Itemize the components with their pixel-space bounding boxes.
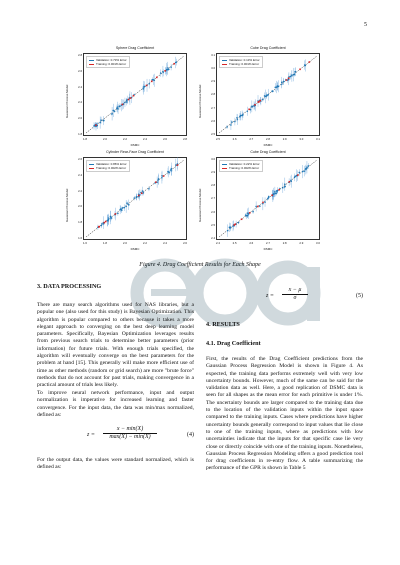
- legend-validation: Validation: 0.73% Error: [96, 58, 127, 62]
- training-point: [278, 189, 280, 191]
- validation-point: [126, 202, 128, 204]
- validation-point: [306, 167, 308, 169]
- training-point: [249, 212, 251, 214]
- y-tick-label: 2.4: [78, 172, 82, 177]
- y-tick-label: 2.8: [78, 53, 82, 57]
- validation-point: [262, 99, 264, 101]
- validation-point: [114, 110, 116, 112]
- validation-point: [284, 186, 286, 188]
- validation-point: [240, 115, 242, 117]
- panel-title: Sphere Drag Coefficient: [115, 46, 155, 50]
- x-tick-label: 1.8: [83, 137, 87, 141]
- validation-point: [268, 196, 270, 198]
- validation-point: [264, 95, 266, 97]
- y-tick-label: 2.7: [211, 105, 215, 110]
- panel-title: Cube Drag Coefficient: [250, 46, 286, 50]
- validation-point: [167, 171, 169, 173]
- paragraph: There are many search algorithms used for NAS libraries, but a popular one (also used for this study) is Bayesian Optimization. This algorithm is popular compared to others because it takes a more elegant approach to converging on the best deep learning model parameters. Specifically, Bayesian Optimization leverages results from previous search trials to determine better parameters (prior information) for future trials. With enough trials specified, the algorithm will eventually converge on the best parameters for the problem at hand [15]. This generally will make more efficient use of time as other methods (random or grid search) are more "brute force" methods that do not account for past trials, making convergence in a practical amount of trials less likely.: [37, 302, 194, 389]
- page-number: 5: [364, 22, 367, 28]
- x-tick-label: 2.4: [216, 241, 220, 245]
- validation-point: [277, 86, 279, 88]
- validation-point: [161, 175, 163, 177]
- y-tick-label: 3.0: [211, 66, 215, 71]
- training-point: [254, 104, 256, 106]
- figure-panel: [64, 150, 194, 252]
- validation-point: [110, 216, 112, 218]
- y-axis-label: Gaussian Process Model: [198, 84, 202, 118]
- validation-point: [144, 86, 146, 88]
- x-tick-label: 2.0: [103, 137, 107, 141]
- validation-point: [229, 226, 231, 228]
- validation-point: [284, 183, 286, 185]
- validation-point: [170, 66, 172, 68]
- validation-point: [160, 72, 162, 74]
- validation-point: [238, 222, 240, 224]
- validation-point: [119, 106, 121, 108]
- x-tick-label: 2.9: [282, 137, 287, 141]
- validation-point: [142, 88, 144, 90]
- validation-point: [136, 196, 138, 198]
- x-tick-label: 2.4: [143, 137, 147, 141]
- validation-point: [294, 177, 296, 179]
- x-tick-label: 2.6: [232, 137, 237, 141]
- x-tick-label: 2.5: [216, 137, 220, 141]
- panel-title: Cylinder Rear-Face Drag Coefficient: [106, 150, 164, 154]
- y-tick-label: 2.8: [211, 92, 215, 97]
- panel-title: Cube Drag Coefficient: [250, 150, 286, 154]
- figure-panel: [197, 46, 327, 148]
- validation-point: [143, 192, 145, 194]
- validation-point: [158, 178, 160, 180]
- training-point: [288, 181, 290, 183]
- legend-training: Training: 0.001% Error: [229, 62, 260, 66]
- validation-point: [252, 211, 254, 213]
- x-tick-label: 2.9: [299, 241, 304, 245]
- y-ticks: [72, 53, 82, 136]
- y-tick-label: 1.8: [78, 220, 82, 225]
- validation-point: [123, 207, 125, 209]
- validation-point: [101, 223, 103, 225]
- validation-point: [274, 191, 276, 193]
- validation-point: [107, 220, 109, 222]
- training-point: [151, 81, 153, 83]
- validation-point: [99, 122, 101, 124]
- x-axis-label: DSMC: [263, 247, 273, 251]
- y-tick-label: 2.6: [78, 157, 82, 161]
- legend-validation: Validation: 0.13% Error: [229, 58, 260, 62]
- validation-point: [295, 71, 297, 73]
- validation-point: [246, 110, 248, 112]
- validation-point: [304, 64, 306, 66]
- validation-point: [230, 124, 232, 126]
- x-tick-label: 2.2: [143, 241, 147, 245]
- section-heading-results: 4. RESULTS: [206, 321, 240, 328]
- legend: [86, 56, 130, 68]
- x-tick-label: 1.8: [103, 241, 107, 245]
- validation-point: [148, 83, 150, 85]
- x-tick-label: 2.6: [163, 137, 167, 141]
- figure-caption: Figure 4. Drag Coefficient Results for Each Shape: [139, 262, 261, 268]
- training-point: [156, 77, 158, 79]
- validation-point: [142, 190, 144, 192]
- training-point: [95, 124, 97, 126]
- validation-point: [227, 230, 229, 232]
- training-point: [128, 99, 130, 101]
- validation-point: [259, 205, 261, 207]
- y-tick-label: 2.2: [78, 100, 82, 105]
- x-tick-label: 2.8: [266, 137, 270, 141]
- x-tick-label: 2.6: [183, 241, 187, 245]
- x-ticks: [216, 241, 320, 245]
- x-tick-label: 3.0: [299, 137, 304, 141]
- y-tick-label: 2.6: [211, 118, 215, 123]
- validation-point: [166, 69, 168, 71]
- training-point: [259, 100, 261, 102]
- validation-point: [122, 207, 124, 209]
- x-tick-label: 2.6: [249, 241, 254, 245]
- training-point: [141, 192, 143, 194]
- validation-point: [291, 75, 293, 77]
- validation-point: [294, 74, 296, 76]
- x-axis-label: DSMC: [130, 247, 140, 251]
- legend: [86, 160, 130, 172]
- y-tick-label: 2.4: [211, 235, 215, 240]
- training-point: [105, 221, 107, 223]
- validation-point: [275, 193, 277, 195]
- validation-point: [124, 102, 126, 104]
- validation-point: [236, 117, 238, 119]
- validation-point: [226, 126, 228, 128]
- subsection-heading-drag-coefficient: 4.1. Drag Coefficient: [206, 340, 261, 347]
- training-point: [164, 70, 166, 72]
- legend-validation: Validation: 0.22% Error: [229, 162, 260, 166]
- y-tick-label: 1.6: [78, 235, 82, 240]
- validation-point: [290, 76, 292, 78]
- validation-point: [246, 215, 248, 217]
- training-point: [257, 206, 259, 208]
- validation-point: [171, 168, 173, 170]
- validation-point: [103, 120, 105, 122]
- validation-point: [100, 225, 102, 227]
- training-point: [241, 218, 243, 220]
- training-point: [248, 109, 250, 111]
- x-tick-label: 2.4: [163, 241, 167, 245]
- training-point: [177, 164, 179, 166]
- training-point: [122, 104, 124, 106]
- validation-point: [128, 204, 130, 206]
- validation-point: [231, 121, 233, 123]
- legend-training: Training: 0.001% Error: [96, 62, 127, 66]
- validation-point: [303, 170, 305, 172]
- y-tick-label: 3.0: [211, 157, 215, 161]
- validation-point: [241, 115, 243, 117]
- validation-point: [255, 206, 257, 208]
- legend-training: Training: 0.002% Error: [96, 166, 127, 170]
- validation-point: [117, 108, 119, 110]
- validation-point: [111, 217, 113, 219]
- validation-point: [272, 90, 274, 92]
- x-tick-label: 2.7: [249, 137, 254, 141]
- validation-point: [153, 79, 155, 81]
- y-tick-label: 2.8: [211, 183, 215, 188]
- y-tick-label: 2.6: [211, 209, 215, 214]
- training-point: [146, 85, 148, 87]
- validation-point: [276, 190, 278, 192]
- validation-point: [125, 206, 127, 208]
- x-axis-label: DSMC: [130, 143, 140, 147]
- validation-point: [148, 188, 150, 190]
- x-tick-label: 2.0: [123, 241, 127, 245]
- x-tick-label: 3.0: [316, 241, 320, 245]
- x-tick-label: 1.6: [83, 241, 87, 245]
- training-point: [297, 174, 299, 176]
- validation-point: [298, 172, 300, 174]
- y-ticks: [205, 157, 215, 240]
- y-tick-label: 1.8: [78, 131, 82, 136]
- training-point: [271, 194, 273, 196]
- y-tick-label: 2.6: [78, 68, 82, 73]
- y-axis-label: Gaussian Process Model: [198, 188, 202, 222]
- validation-point: [266, 95, 268, 97]
- y-ticks: [72, 157, 82, 240]
- training-point: [98, 226, 100, 228]
- validation-point: [282, 187, 284, 189]
- validation-point: [121, 209, 123, 211]
- training-point: [114, 213, 116, 215]
- training-point: [234, 224, 236, 226]
- validation-point: [273, 193, 275, 195]
- training-point: [163, 175, 165, 177]
- legend-training: Training: 0.002% Error: [229, 166, 260, 170]
- paragraph: First, the results of the Drag Coefficient predictions from the Gaussian Process Regression Model is shown in Figure 4. As expected, the training data performs extremely well with very low uncertainty bounds. However, much of the same can be said for the validation data as well. Here, a good replication of DSMC data is seen for all shapes as the mean error for each primitive is under 1%. The uncertainty bounds are larger compared to the training data due to the location of the validation inputs within the input space compared to the training inputs. Cases where predictions have higher uncertainty bounds generally correspond to input values that lie close to one of the training inputs, where as predictions with low uncertainties indicate that the inputs for that specific case lie very close or directly coincide with one of the training inputs. Nonetheless, Gaussian Process Regression Modeling offers a good prediction tool for drag coefficients in re-entry flow. A table summarizing the performance of the GPR is shown in Table 5: [206, 356, 363, 472]
- validation-point: [156, 181, 158, 183]
- equation-5: z = x − μ σ (5): [266, 287, 363, 301]
- training-point: [155, 181, 157, 183]
- training-point: [299, 68, 301, 70]
- y-tick-label: 2.0: [78, 204, 82, 209]
- validation-point: [117, 213, 119, 215]
- svg-text:esa: esa: [125, 255, 127, 256]
- training-point: [138, 195, 140, 197]
- y-tick-label: 2.4: [78, 84, 82, 89]
- y-tick-label: 2.5: [211, 222, 215, 227]
- validation-point: [111, 113, 113, 115]
- validation-point: [302, 171, 304, 173]
- validation-point: [308, 165, 310, 167]
- validation-point: [119, 209, 121, 211]
- validation-point: [100, 119, 102, 121]
- x-tick-label: 2.8: [282, 241, 287, 245]
- y-tick-label: 2.7: [211, 196, 215, 201]
- training-point: [130, 97, 132, 99]
- x-tick-label: 2.8: [183, 137, 187, 141]
- x-ticks: [83, 137, 187, 141]
- x-ticks: [216, 137, 320, 141]
- section-heading-data-processing: 3. DATA PROCESSING: [37, 283, 102, 290]
- legend: [219, 160, 263, 172]
- paragraph: To improve neural network performance, input and output normalization is imperative for increased learning and faster convergence. For the input data, the data was min/max normalized, defined as:: [37, 390, 194, 418]
- legend: [219, 56, 263, 68]
- legend-validation: Validation: 0.86% Error: [96, 162, 127, 166]
- y-tick-label: 2.2: [78, 188, 82, 193]
- y-tick-label: 2.9: [211, 170, 215, 175]
- training-point: [286, 79, 288, 81]
- validation-point: [267, 198, 269, 200]
- x-tick-label: 3.1: [316, 137, 320, 141]
- validation-point: [283, 81, 285, 83]
- paragraph: For the output data, the values were standard normalized, which is defined as:: [37, 457, 194, 471]
- validation-point: [234, 121, 236, 123]
- validation-point: [175, 164, 177, 166]
- validation-point: [264, 201, 266, 203]
- validation-point: [133, 197, 135, 199]
- training-point: [104, 222, 106, 224]
- equation-4: z = x − min(X) max(X) − min(X) (4): [87, 426, 194, 440]
- validation-point: [126, 99, 128, 101]
- x-axis-label: DSMC: [263, 143, 273, 147]
- y-ticks: [205, 53, 215, 136]
- validation-point: [290, 180, 292, 182]
- x-tick-label: 2.5: [232, 241, 237, 245]
- y-tick-label: 2.9: [211, 79, 215, 84]
- training-point: [262, 202, 264, 204]
- training-point: [258, 101, 260, 103]
- y-tick-label: 2.5: [211, 131, 215, 136]
- y-tick-label: 2.0: [78, 116, 82, 121]
- validation-point: [176, 61, 178, 63]
- training-point: [133, 95, 135, 97]
- figure-panel: [64, 46, 194, 148]
- figure-panel: [197, 150, 327, 252]
- y-axis-label: Gaussian Process Model: [65, 188, 69, 222]
- y-axis-label: Gaussian Process Model: [65, 84, 69, 118]
- validation-point: [162, 71, 164, 73]
- validation-point: [251, 106, 253, 108]
- x-tick-label: 2.7: [266, 241, 270, 245]
- training-point: [173, 63, 175, 65]
- training-point: [309, 61, 311, 63]
- y-tick-label: 3.1: [211, 53, 215, 57]
- x-tick-label: 2.2: [123, 137, 127, 141]
- x-ticks: [83, 241, 187, 245]
- training-point: [288, 77, 290, 79]
- validation-point: [281, 82, 283, 84]
